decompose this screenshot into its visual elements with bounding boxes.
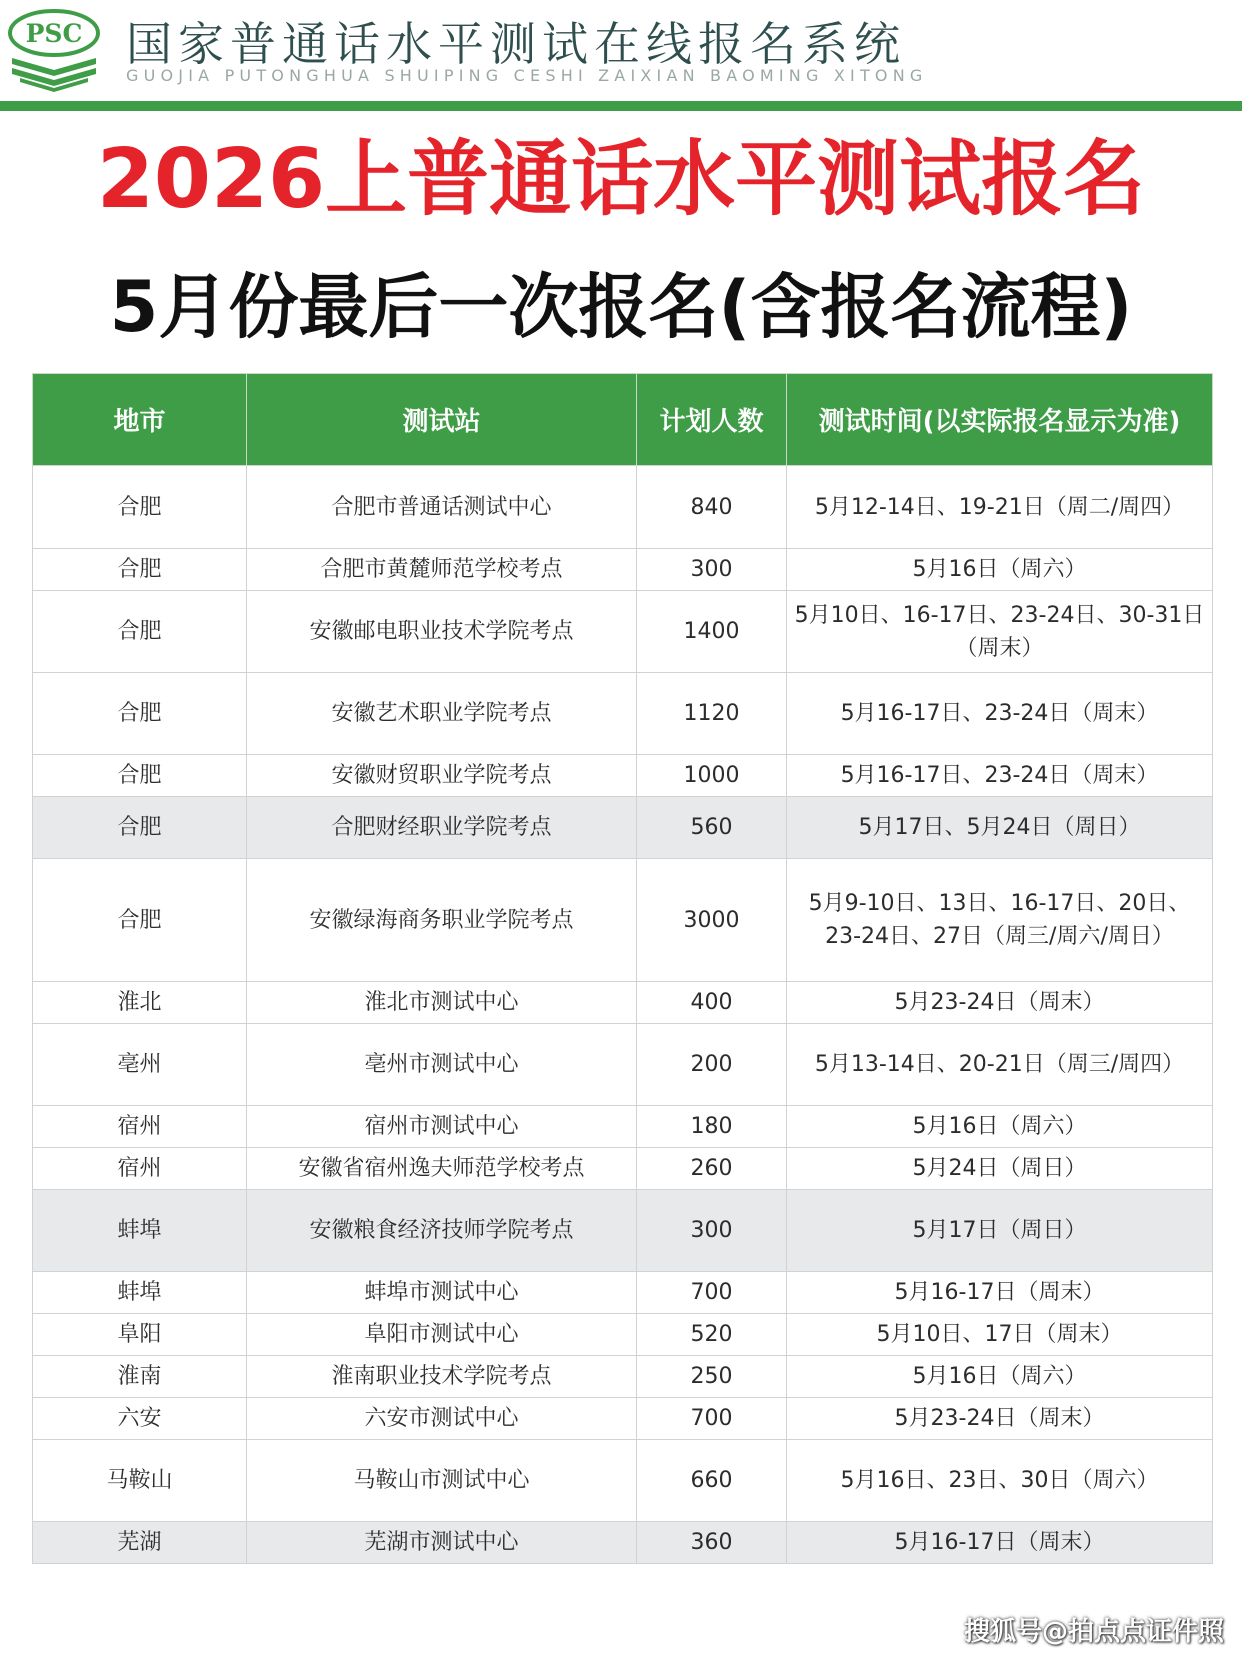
cell-city: 合肥 xyxy=(33,466,247,549)
header-count: 计划人数 xyxy=(637,374,787,466)
cell-time: 5月13-14日、20-21日（周三/周四） xyxy=(787,1024,1213,1106)
cell-time: 5月17日、5月24日（周日） xyxy=(787,797,1213,859)
cell-count: 400 xyxy=(637,982,787,1024)
cell-count: 360 xyxy=(637,1522,787,1564)
cell-station: 宿州市测试中心 xyxy=(247,1106,637,1148)
cell-city: 合肥 xyxy=(33,755,247,797)
test-schedule-table xyxy=(32,373,1213,1564)
table-row xyxy=(33,466,1213,549)
cell-count: 560 xyxy=(637,797,787,859)
table-row xyxy=(33,1522,1213,1564)
cell-count: 840 xyxy=(637,466,787,549)
cell-station: 马鞍山市测试中心 xyxy=(247,1440,637,1522)
header-city: 地市 xyxy=(33,374,247,466)
cell-station: 蚌埠市测试中心 xyxy=(247,1272,637,1314)
cell-count: 260 xyxy=(637,1148,787,1190)
cell-city: 马鞍山 xyxy=(33,1440,247,1522)
cell-time: 5月16日（周六） xyxy=(787,1106,1213,1148)
table-header-row xyxy=(33,374,1213,466)
cell-station: 安徽粮食经济技师学院考点 xyxy=(247,1190,637,1272)
cell-count: 700 xyxy=(637,1398,787,1440)
logo-text: PSC xyxy=(25,19,83,48)
cell-city: 阜阳 xyxy=(33,1314,247,1356)
cell-city: 合肥 xyxy=(33,859,247,982)
cell-time: 5月12-14日、19-21日（周二/周四） xyxy=(787,466,1213,549)
table-row xyxy=(33,755,1213,797)
cell-count: 520 xyxy=(637,1314,787,1356)
table-row xyxy=(33,1272,1213,1314)
table-row xyxy=(33,1190,1213,1272)
table-row xyxy=(33,1314,1213,1356)
table-row xyxy=(33,673,1213,755)
table-row xyxy=(33,982,1213,1024)
cell-time: 5月17日（周日） xyxy=(787,1190,1213,1272)
table-row xyxy=(33,1024,1213,1106)
cell-station: 六安市测试中心 xyxy=(247,1398,637,1440)
cell-count: 300 xyxy=(637,549,787,591)
table-row xyxy=(33,1106,1213,1148)
table-row xyxy=(33,859,1213,982)
cell-city: 芜湖 xyxy=(33,1522,247,1564)
cell-station: 安徽艺术职业学院考点 xyxy=(247,673,637,755)
table-row xyxy=(33,1440,1213,1522)
cell-count: 660 xyxy=(637,1440,787,1522)
cell-city: 宿州 xyxy=(33,1106,247,1148)
cell-city: 淮南 xyxy=(33,1356,247,1398)
cell-station: 安徽邮电职业技术学院考点 xyxy=(247,591,637,673)
table-row xyxy=(33,797,1213,859)
cell-time: 5月23-24日（周末） xyxy=(787,982,1213,1024)
cell-time: 5月16-17日（周末） xyxy=(787,1522,1213,1564)
cell-city: 合肥 xyxy=(33,591,247,673)
headline: 2026上普通话水平测试报名 xyxy=(96,132,1146,227)
table-body xyxy=(33,466,1213,1564)
cell-city: 蚌埠 xyxy=(33,1190,247,1272)
cell-time: 5月9-10日、13日、16-17日、20日、23-24日、27日（周三/周六/周日） xyxy=(787,859,1213,982)
cell-city: 合肥 xyxy=(33,673,247,755)
cell-count: 180 xyxy=(637,1106,787,1148)
cell-station: 芜湖市测试中心 xyxy=(247,1522,637,1564)
cell-time: 5月16日（周六） xyxy=(787,549,1213,591)
cell-station: 亳州市测试中心 xyxy=(247,1024,637,1106)
cell-city: 亳州 xyxy=(33,1024,247,1106)
cell-time: 5月10日、17日（周末） xyxy=(787,1314,1213,1356)
cell-station: 阜阳市测试中心 xyxy=(247,1314,637,1356)
cell-time: 5月10日、16-17日、23-24日、30-31日（周末） xyxy=(787,591,1213,673)
cell-count: 1400 xyxy=(637,591,787,673)
cell-time: 5月16-17日、23-24日（周末） xyxy=(787,673,1213,755)
cell-city: 六安 xyxy=(33,1398,247,1440)
cell-time: 5月16-17日、23-24日（周末） xyxy=(787,755,1213,797)
cell-count: 700 xyxy=(637,1272,787,1314)
site-title: 国家普通话水平测试在线报名系统 xyxy=(126,17,906,71)
cell-city: 合肥 xyxy=(33,797,247,859)
table-row xyxy=(33,1356,1213,1398)
cell-station: 淮北市测试中心 xyxy=(247,982,637,1024)
cell-time: 5月16日（周六） xyxy=(787,1356,1213,1398)
site-header xyxy=(0,0,1242,112)
cell-time: 5月16日、23日、30日（周六） xyxy=(787,1440,1213,1522)
subheadline: 5月份最后一次报名(含报名流程) xyxy=(109,266,1133,348)
cell-count: 300 xyxy=(637,1190,787,1272)
cell-city: 宿州 xyxy=(33,1148,247,1190)
cell-count: 200 xyxy=(637,1024,787,1106)
table-row xyxy=(33,1148,1213,1190)
table-row xyxy=(33,1398,1213,1440)
psc-logo-icon xyxy=(6,6,102,92)
cell-station: 合肥市黄麓师范学校考点 xyxy=(247,549,637,591)
table-row xyxy=(33,591,1213,673)
cell-city: 合肥 xyxy=(33,549,247,591)
cell-time: 5月16-17日（周末） xyxy=(787,1272,1213,1314)
watermark: 搜狐号@拍点点证件照 xyxy=(963,1617,1224,1647)
cell-station: 合肥市普通话测试中心 xyxy=(247,466,637,549)
cell-count: 1000 xyxy=(637,755,787,797)
cell-station: 淮南职业技术学院考点 xyxy=(247,1356,637,1398)
cell-count: 3000 xyxy=(637,859,787,982)
cell-station: 安徽绿海商务职业学院考点 xyxy=(247,859,637,982)
site-subtitle: GUOJIA PUTONGHUA SHUIPING CESHI ZAIXIAN BAOMING XITONG xyxy=(126,66,928,85)
cell-station: 安徽财贸职业学院考点 xyxy=(247,755,637,797)
cell-city: 淮北 xyxy=(33,982,247,1024)
cell-city: 蚌埠 xyxy=(33,1272,247,1314)
cell-time: 5月23-24日（周末） xyxy=(787,1398,1213,1440)
table-row xyxy=(33,549,1213,591)
cell-count: 1120 xyxy=(637,673,787,755)
cell-station: 合肥财经职业学院考点 xyxy=(247,797,637,859)
header-time: 测试时间(以实际报名显示为准) xyxy=(787,374,1213,466)
header-divider xyxy=(0,101,1242,111)
cell-count: 250 xyxy=(637,1356,787,1398)
header-station: 测试站 xyxy=(247,374,637,466)
cell-station: 安徽省宿州逸夫师范学校考点 xyxy=(247,1148,637,1190)
cell-time: 5月24日（周日） xyxy=(787,1148,1213,1190)
